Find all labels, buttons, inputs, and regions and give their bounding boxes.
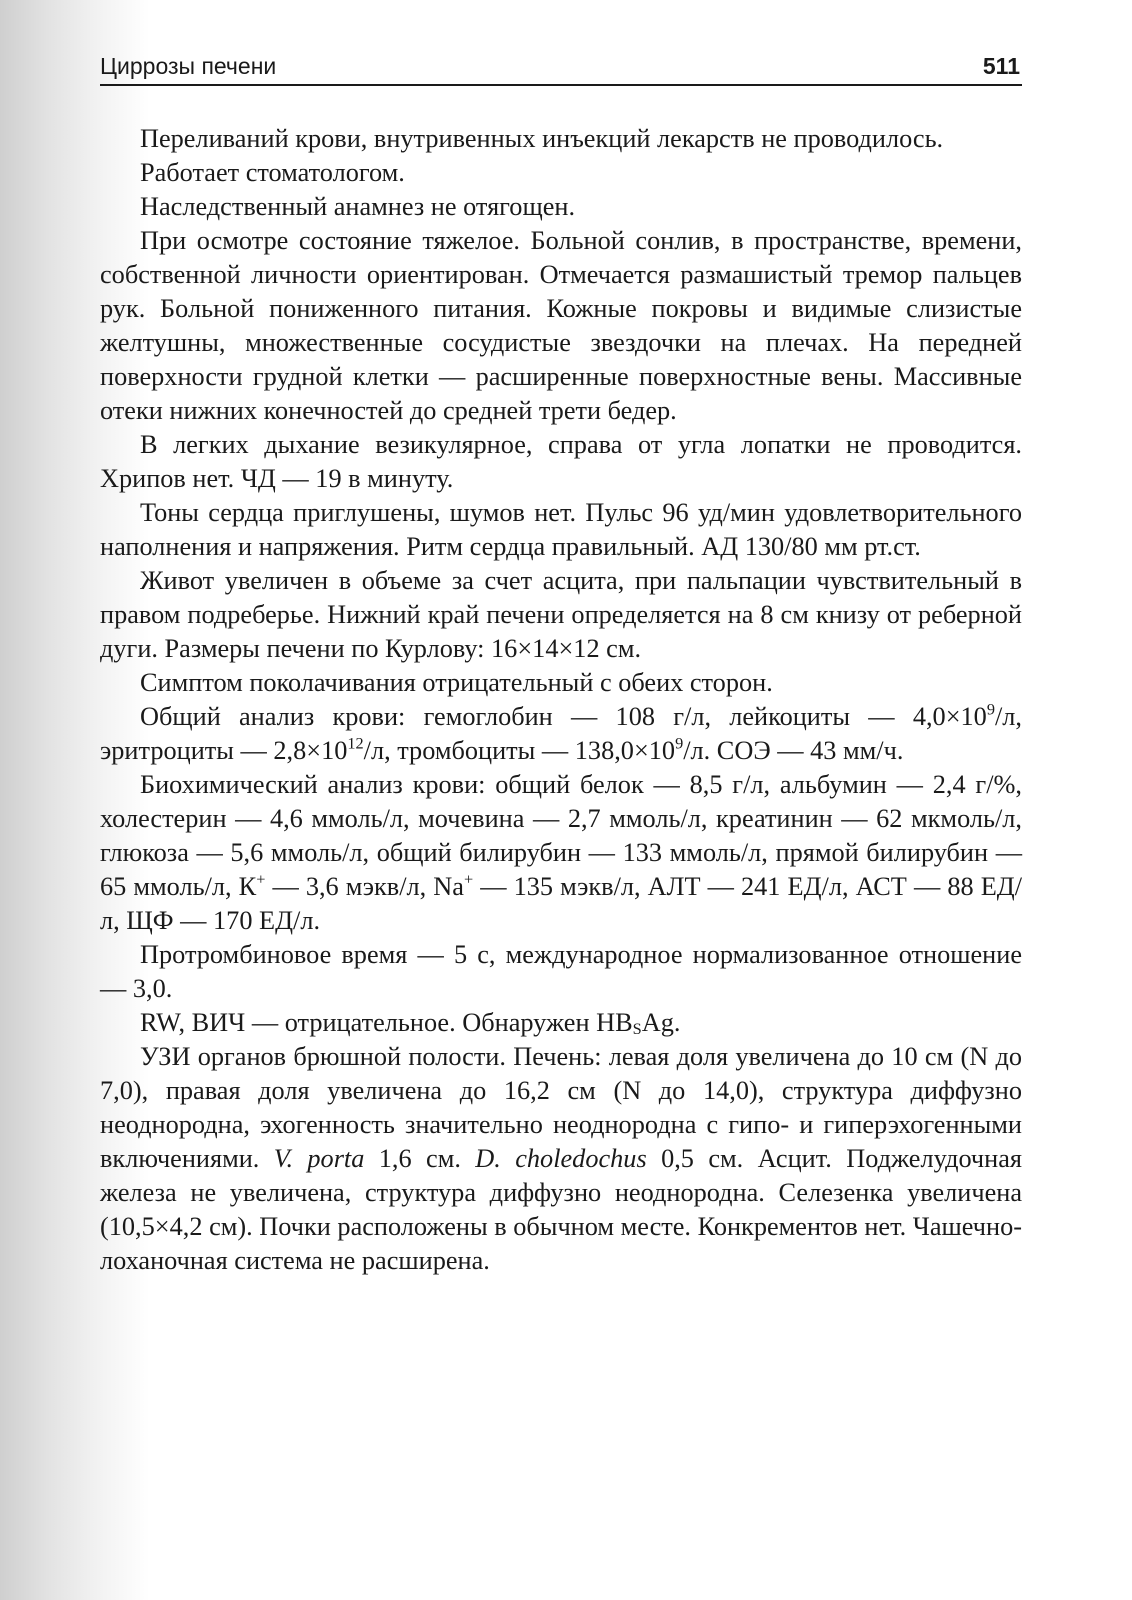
paragraph [100, 428, 1022, 496]
text-run: Общий анализ крови: гемоглобин — 108 г/л, лейкоциты — 4,0×10 [140, 702, 987, 731]
text-run: Симптом поколачивания отрицательный с обеих сторон. [140, 668, 773, 697]
text-run: /л. СОЭ — 43 мм/ч. [683, 736, 904, 765]
running-title: Циррозы печени [100, 53, 277, 79]
text-run: Тоны сердца приглушены, шумов нет. Пульс 96 уд/мин удовлетворительного наполнения и напряжения. Ритм сердца правильный. АД 130/80 мм рт.ст. [100, 498, 1022, 561]
body-text [100, 122, 1022, 1278]
text-run: /л, тромбоциты — 138,0×10 [363, 736, 676, 765]
text-run: 1,6 см. [364, 1144, 476, 1173]
superscript: + [256, 869, 266, 889]
paragraph [100, 190, 1022, 224]
paragraph [100, 1040, 1022, 1278]
paragraph [100, 666, 1022, 700]
text-run: Живот увеличен в объеме за счет асцита, при пальпации чувствительный в правом подреберье. Нижний край печени определяется на 8 см книзу от реберной дуги. Размеры печени по Курлову: 16×14×12 см. [100, 566, 1022, 663]
text-run: RW, ВИЧ — отрицательное. Обнаружен HB [140, 1008, 633, 1037]
text-run: В легких дыхание везикулярное, справа от угла лопатки не проводится. Хрипов нет. ЧД — 19 в минуту. [100, 430, 1022, 493]
text-run: Протромбиновое время — 5 с, международное нормализованное отношение — 3,0. [100, 940, 1022, 1003]
paragraph [100, 768, 1022, 938]
paragraph [100, 1006, 1022, 1040]
text-run: Биохимический анализ крови: общий белок — 8,5 г/л, альбумин — 2,4 г/%, холестерин — 4,6 ммоль/л, мочевина — 2,7 ммоль/л, креатинин — 62 мкмоль/л, глюкоза — 5,6 ммоль/л, общий билирубин — 133 ммоль/л, прямой билирубин — 65 ммоль/л, К [100, 770, 1022, 901]
paragraph [100, 224, 1022, 428]
text-run: — 3,6 мэкв/л, Na [265, 872, 464, 901]
paragraph [100, 156, 1022, 190]
text-run: Наследственный анамнез не отягощен. [140, 192, 576, 221]
text-run: Работает стоматологом. [140, 158, 405, 187]
italic-term: D. choledochus [475, 1144, 647, 1173]
page-number: 511 [982, 53, 1020, 79]
superscript: 9 [675, 733, 684, 753]
page-header [100, 50, 1022, 86]
text-run: УЗИ органов брюшной полости. Печень: левая доля увеличена до 10 см (N до 7,0), правая доля увеличена до 16,2 см (N до 14,0), структура диффузно неоднородна, эхогенность значительно неоднородна с гипо- и гиперэхогенными включениями. [100, 1042, 1022, 1173]
paragraph [100, 564, 1022, 666]
superscript: 12 [347, 733, 364, 753]
superscript: + [463, 869, 474, 889]
text-run: — 135 мэкв/л, АЛТ — 241 ЕД/л, АСТ — 88 ЕД/л, ЩФ — 170 ЕД/л. [100, 872, 1022, 935]
paragraph [100, 122, 1022, 156]
text-run: /л, эритроциты — 2,8×10 [100, 702, 1022, 765]
subscript: S [632, 1018, 642, 1038]
italic-term: V. porta [273, 1144, 365, 1173]
paragraph [100, 700, 1022, 768]
text-run: При осмотре состояние тяжелое. Больной сонлив, в пространстве, времени, собственной личности ориентирован. Отмечается размашистый тремор пальцев рук. Больной пониженного питания. Кожные покровы и видимые слизистые желтушны, множественные сосудистые звездочки на плечах. На передней поверхности грудной клетки — расширенные поверхностные вены. Массивные отеки нижних конечностей до средней трети бедер. [100, 226, 1022, 425]
paragraph [100, 496, 1022, 564]
text-run: Переливаний крови, внутривенных инъекций лекарств не проводилось. [140, 124, 944, 153]
superscript: 9 [986, 699, 995, 719]
text-run: 0,5 см. Асцит. Поджелудочная железа не увеличена, структура диффузно неоднородна. Селезенка увеличена (10,5×4,2 см). Почки расположены в обычном месте. Конкрементов нет. Чашечно-лоханочная система не расширена. [100, 1144, 1022, 1275]
text-run: Ag. [641, 1008, 681, 1037]
paragraph [100, 938, 1022, 1006]
